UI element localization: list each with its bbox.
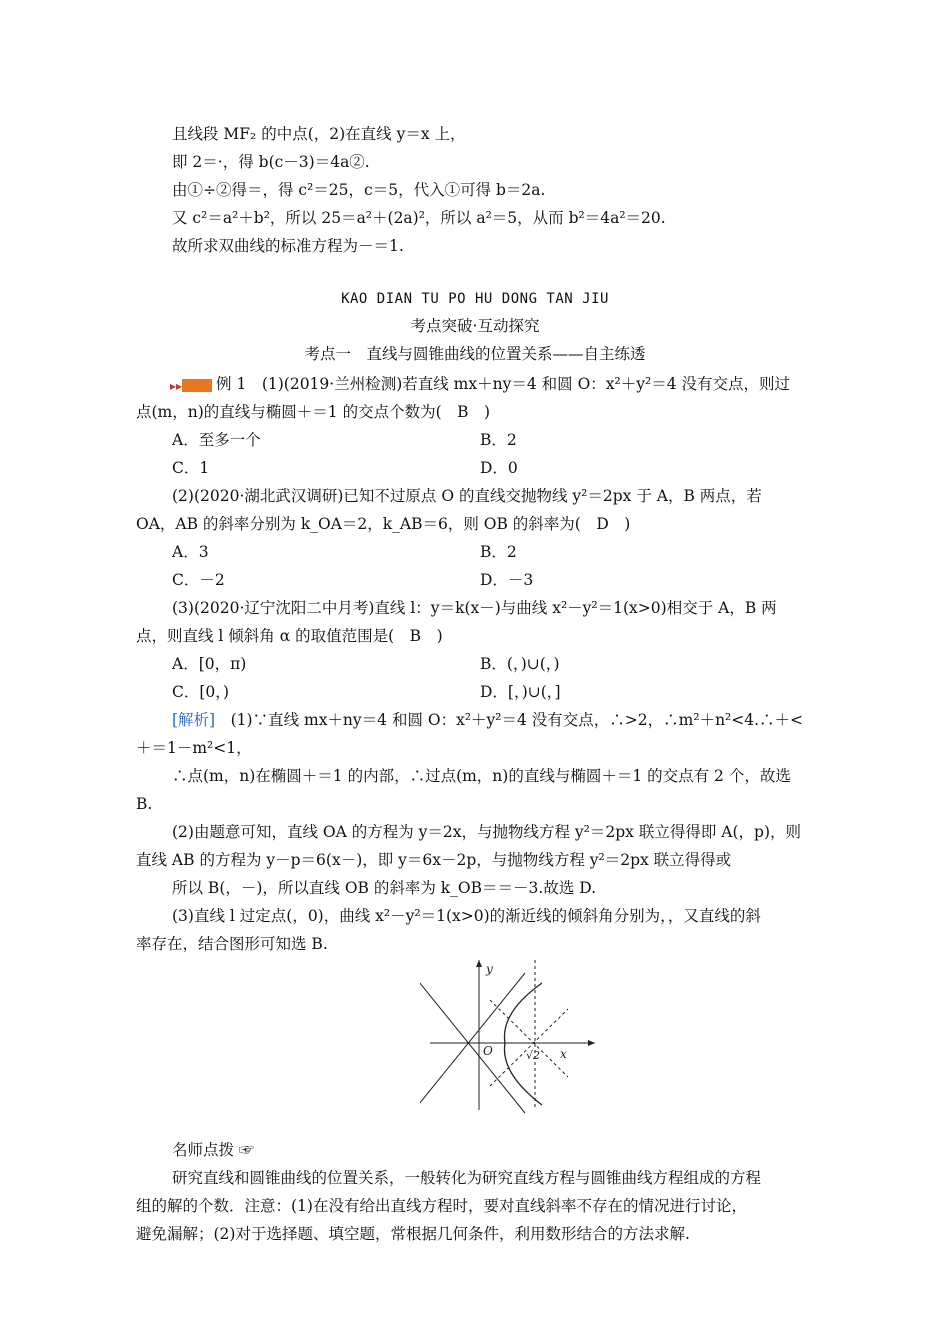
point-label: √2 xyxy=(526,1049,541,1062)
example-1-line-1: ▸▸ 例 1 (1)(2019·兰州检测)若直线 mx＋ny＝4 和圆 O：x²＋y²＝4 没有交点，则过 xyxy=(170,374,790,396)
option-b: B．2 xyxy=(480,431,517,449)
section-subtitle: 考点一 直线与圆锥曲线的位置关系——自主练透 xyxy=(304,345,646,363)
dashed-line xyxy=(490,1000,568,1077)
section-pinyin: KAO DIAN TU PO HU DONG TAN JIU xyxy=(341,291,609,307)
question-2-line-2: OA，AB 的斜率分别为 k_OA＝2，k_AB＝6，则 OB 的斜率为( D ) xyxy=(136,515,631,533)
x-axis-arrow-icon xyxy=(588,1040,595,1046)
option-d: D．[，)∪(，] xyxy=(480,683,561,701)
tip-line-1: 研究直线和圆锥曲线的位置关系，一般转化为研究直线方程与圆锥曲线方程组成的方程 xyxy=(172,1169,762,1187)
analysis-line-4: B. xyxy=(136,795,153,813)
tip-title: 名师点拨 ☞ xyxy=(172,1141,255,1159)
x-axis-label: x xyxy=(560,1047,567,1061)
example-marker-icon: ▸▸ xyxy=(170,375,216,396)
asymptote-line xyxy=(420,973,525,1109)
analysis-line-7: 所以 B(，－)，所以直线 OB 的斜率为 k_OB＝＝－3.故选 D. xyxy=(172,879,597,897)
analysis-line-2: ＋＝1－m²<1， xyxy=(136,739,252,757)
y-axis-label: y xyxy=(486,962,493,976)
option-d: D．－3 xyxy=(480,571,534,589)
option-b: B．2 xyxy=(480,543,517,561)
text-line: 即 2＝·，得 b(c－3)＝4a②. xyxy=(172,153,370,171)
analysis-line-6: 直线 AB 的方程为 y－p＝6(x－)，即 y＝6x－2p，与抛物线方程 y²＝2px 联立得得或 xyxy=(136,851,732,869)
option-c: C．[0，) xyxy=(172,683,230,701)
option-b: B．(，)∪(，) xyxy=(480,655,560,673)
example-1-line-2: 点(m，n)的直线与椭圆＋＝1 的交点个数为( B ) xyxy=(136,403,491,421)
question-3-line-1: (3)(2020·辽宁沈阳二中月考)直线 l：y＝k(x－)与曲线 x²－y²＝1(x>0)相交于 A，B 两 xyxy=(172,599,777,617)
text-line: 又 c²＝a²＋b²，所以 25＝a²＋(2a)²，所以 a²＝5，从而 b²＝4a²＝20. xyxy=(172,209,666,227)
hyperbola-figure xyxy=(420,955,600,1115)
dashed-line xyxy=(490,1009,568,1086)
option-c: C．1 xyxy=(172,459,210,477)
tip-line-3: 避免漏解；(2)对于选择题、填空题，常根据几何条件，利用数形结合的方法求解. xyxy=(136,1225,690,1243)
text-line: 且线段 MF₂ 的中点(，2)在直线 y＝x 上， xyxy=(172,125,466,143)
question-2-line-1: (2)(2020·湖北武汉调研)已知不过原点 O 的直线交抛物线 y²＝2px 于 A，B 两点，若 xyxy=(172,487,762,505)
section-title: 考点突破·互动探究 xyxy=(410,317,540,335)
hyperbola-branch xyxy=(504,983,542,1105)
option-a: A．[0，π) xyxy=(172,655,247,673)
analysis-line-1: [解析] (1)∵直线 mx＋ny＝4 和圆 O：x²＋y²＝4 没有交点，∴>2，∴m²＋n²<4.∴＋< xyxy=(172,711,804,729)
option-c: C．－2 xyxy=(172,571,225,589)
tip-line-2: 组的解的个数．注意：(1)在没有给出直线方程时，要对直线斜率不存在的情况进行讨论， xyxy=(136,1197,747,1215)
analysis-line-5: (2)由题意可知，直线 OA 的方程为 y＝2x，与抛物线方程 y²＝2px 联立得得即 A(，p)，则 xyxy=(172,823,801,841)
origin-label: O xyxy=(483,1044,493,1058)
asymptote-line xyxy=(420,977,525,1113)
option-a: A．3 xyxy=(172,543,209,561)
analysis-line-3: ∴点(m，n)在椭圆＋＝1 的内部，∴过点(m，n)的直线与椭圆＋＝1 的交点有 2 个，故选 xyxy=(172,767,791,785)
option-d: D．0 xyxy=(480,459,518,477)
text-line: 故所求双曲线的标准方程为－＝1. xyxy=(172,237,404,255)
y-axis-arrow-icon xyxy=(476,960,482,967)
text-line: 由①÷②得＝，得 c²＝25，c＝5，代入①可得 b＝2a. xyxy=(172,181,546,199)
analysis-line-9: 率存在，结合图形可知选 B. xyxy=(136,935,328,953)
analysis-line-8: (3)直线 l 过定点(，0)，曲线 x²－y²＝1(x>0)的渐近线的倾斜角分别为，，又直线的斜 xyxy=(172,907,761,925)
question-3-line-2: 点，则直线 l 倾斜角 α 的取值范围是( B ) xyxy=(136,627,443,645)
option-a: A．至多一个 xyxy=(172,431,261,449)
analysis-tag: [解析] xyxy=(172,711,216,729)
